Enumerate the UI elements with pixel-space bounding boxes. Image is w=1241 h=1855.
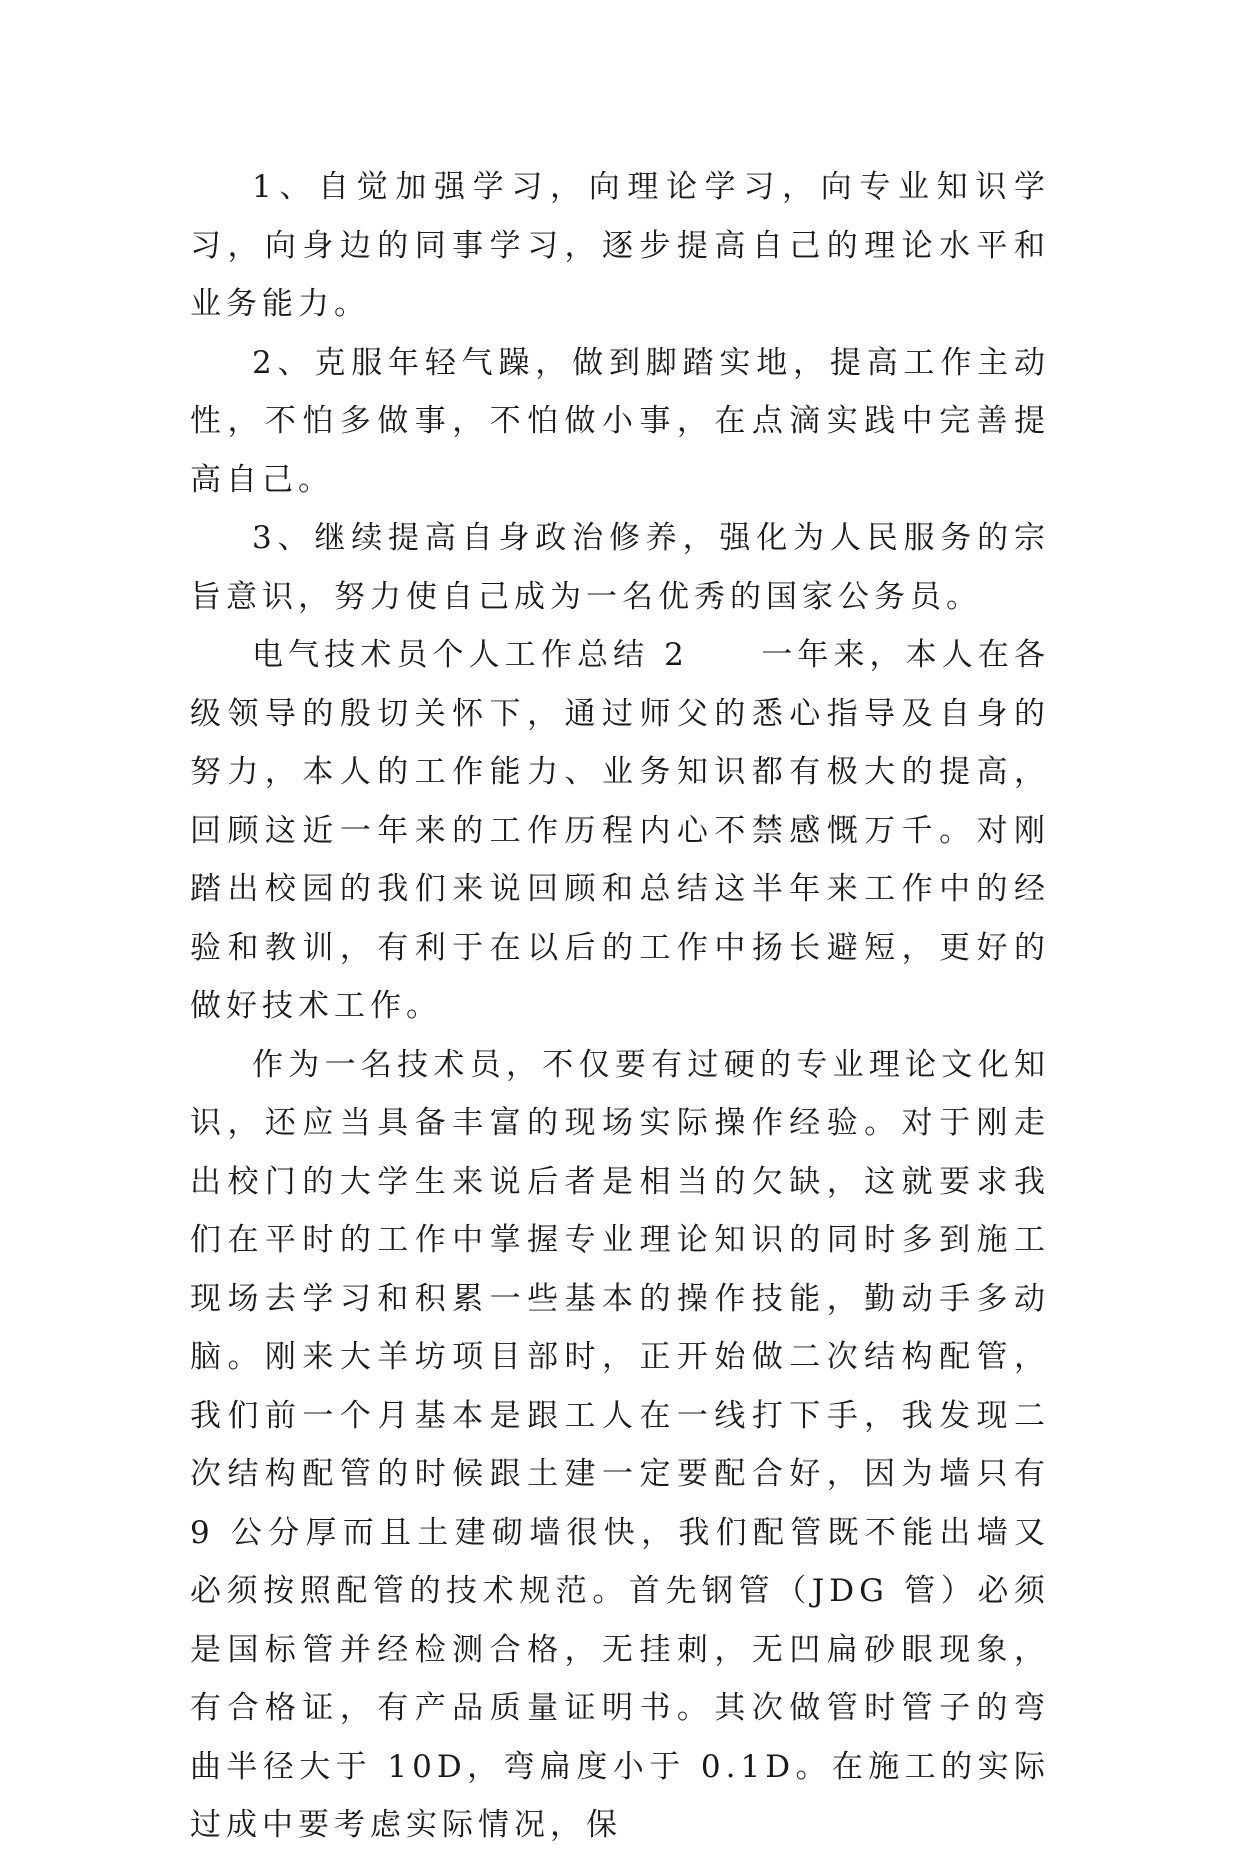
body-text: [190, 158, 1050, 1855]
paragraph-item-2: 2、克服年轻气躁，做到脚踏实地，提高工作主动性，不怕多做事，不怕做小事，在点滴实践中完善提高自己。: [190, 344, 1050, 498]
paragraph-summary-intro: 电气技术员个人工作总结 2 一年来，本人在各级领导的殷切关怀下，通过师父的悉心指导及自身的努力，本人的工作能力、业务知识都有极大的提高，回顾这近一年来的工作历程内心不禁感慨万千。对刚踏出校园的我们来说回顾和总结这半年来工作中的经验和教训，有利于在以后的工作中扬长避短，更好的做好技术工作。: [190, 637, 1050, 1024]
paragraph-item-1: 1、自觉加强学习，向理论学习，向专业知识学习，向身边的同事学习，逐步提高自己的理论水平和业务能力。: [190, 169, 1050, 322]
paragraph-technician-duties: 作为一名技术员，不仅要有过硬的专业理论文化知识，还应当具备丰富的现场实际操作经验。对于刚走出校门的大学生来说后者是相当的欠缺，这就要求我们在平时的工作中掌握专业理论知识的同时多到施工现场去学习和积累一些基本的操作技能，勤动手多动脑。刚来大羊坊项目部时，正开始做二次结构配管，我们前一个月基本是跟工人在一线打下手，我发现二次结构配管的时候跟土建一定要配合好，因为墙只有 9 公分厚而且土建砌墙很快，我们配管既不能出墙又必须按照配管的技术规范。首先钢管（JDG 管）必须是国标管并经检测合格，无挂刺，无凹扁砂眼现象，有合格证，有产品质量证明书。其次做管时管子的弯曲半径大于 10D，弯扁度小于 0.1D。在施工的实际过成中要考虑实际情况，保: [190, 1046, 1050, 1843]
paragraph-item-3: 3、继续提高自身政治修养，强化为人民服务的宗旨意识，努力使自己成为一名优秀的国家公务员。: [190, 520, 1050, 615]
